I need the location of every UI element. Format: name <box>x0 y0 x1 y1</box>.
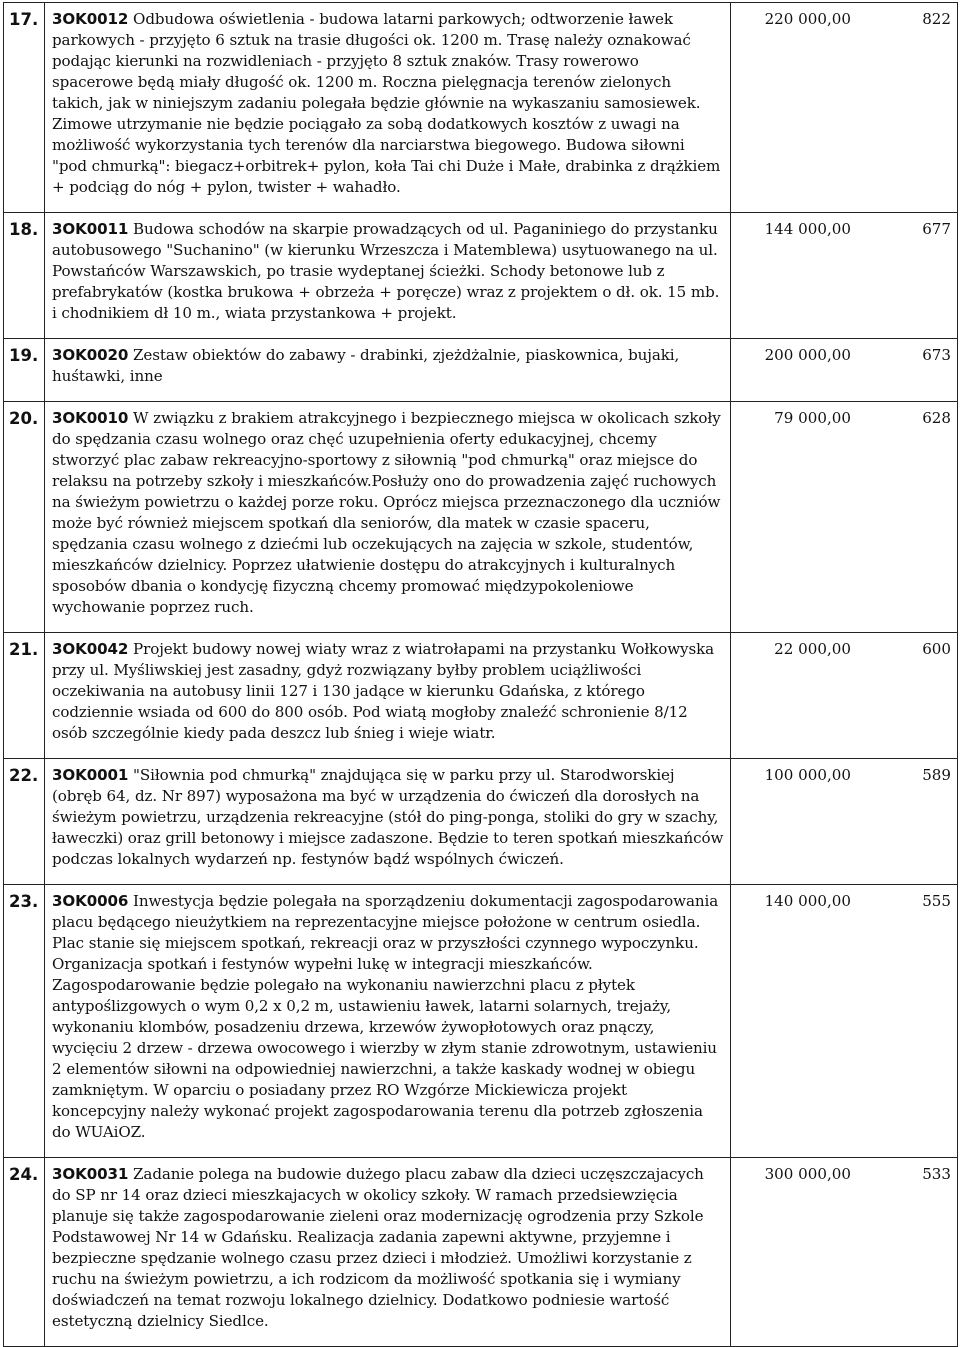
project-code: 3OK0031 <box>52 1165 129 1183</box>
project-points: 628 <box>922 409 951 427</box>
project-cost: 22 000,00 <box>774 640 851 658</box>
cost-cell <box>731 885 958 1158</box>
project-description <box>45 213 731 339</box>
project-points: 600 <box>922 640 951 658</box>
project-text: Budowa schodów na skarpie prowadzących od ul. Paganiniego do przystanku autobusowego "Suchanino" (w kierunku Wrzeszcza i Matemblewa) usytuowanego na ul. Powstańców Warszawskich, po trasie wydeptanej ścieżki. Schody betonowe lub z prefabrykatów (kostka brukowa + obrzeża + poręcze) wraz z projektem o dł. ok. 15 mb. i chodnikiem dł 10 m., wiata przystankowa + projekt. <box>52 220 720 322</box>
project-points: 673 <box>922 346 951 364</box>
table-row <box>4 759 958 885</box>
table-row <box>4 633 958 759</box>
project-description <box>45 1158 731 1347</box>
table-row <box>4 339 958 402</box>
cost-cell <box>731 759 958 885</box>
project-cost: 144 000,00 <box>764 220 851 238</box>
project-points: 677 <box>922 220 951 238</box>
row-number: 21. <box>4 633 45 759</box>
project-cost: 100 000,00 <box>764 766 851 784</box>
project-description <box>45 402 731 633</box>
project-description <box>45 633 731 759</box>
project-cost: 300 000,00 <box>764 1165 851 1183</box>
project-points: 822 <box>922 10 951 28</box>
row-number: 18. <box>4 213 45 339</box>
table-row <box>4 213 958 339</box>
project-cost: 79 000,00 <box>774 409 851 427</box>
cost-cell <box>731 339 958 402</box>
row-number: 24. <box>4 1158 45 1347</box>
project-cost: 140 000,00 <box>764 892 851 910</box>
project-text: Inwestycja będzie polegała na sporządzeniu dokumentacji zagospodarowania placu będącego nieużytkiem na reprezentacyjne miejsce położone w centrum osiedla. Plac stanie się miejscem spotkań, rekreacji oraz w przyszłości czynnego wypoczynku. Organizacja spotkań i festynów wypełni lukę w integracji mieszkańców. Zagospodarowanie będzie polegało na wykonaniu nawierzchni placu z płytek antypoślizgowych o wym 0,2 x 0,2 m, ustawieniu ławek, latarni solarnych, trejaży, wykonaniu klombów, posadzeniu drzewa, krzewów żywopłotowych oraz pnączy, wycięciu 2 drzew - drzewa owocowego i wierzby w złym stanie zdrowotnym, ustawieniu 2 elementów siłowni na odpowiedniej nawierzchni, a także kaskady wodnej w obiegu zamkniętym. W oparciu o posiadany przez RO Wzgórze Mickiewicza projekt koncepcyjny należy wykonać projekt zagospodarowania terenu dla potrzeb zgłoszenia do WUAiOZ. <box>52 892 719 1141</box>
table-row <box>4 1158 958 1347</box>
project-text: Zestaw obiektów do zabawy - drabinki, zjeżdżalnie, piaskownica, bujaki, huśtawki, inne <box>52 346 680 385</box>
table-row <box>4 885 958 1158</box>
project-code: 3OK0001 <box>52 766 129 784</box>
table-row <box>4 3 958 213</box>
project-points: 555 <box>922 892 951 910</box>
cost-cell <box>731 3 958 213</box>
project-text: W związku z brakiem atrakcyjnego i bezpiecznego miejsca w okolicach szkoły do spędzania czasu wolnego oraz chęć uzupełnienia oferty edukacyjnej, chcemy stworzyć plac zabaw rekreacyjno-sportowy z siłownią "pod chmurką" oraz miejsce do relaksu na potrzeby szkoły i mieszkańców.Posłuży ono do prowadzenia zajęć ruchowych na świeżym powietrzu o każdej porze roku. Oprócz miejsca przeznaczonego dla uczniów może być również miejscem spotkań dla seniorów, dla matek w czasie spaceru, spędzania czasu wolnego z dziećmi lub oczekujących na zajęcia w szkole, studentów, mieszkańców dzielnicy. Poprzez ułatwienie dostępu do atrakcyjnych i kulturalnych sposobów dbania o kondycję fizyczną chcemy promować międzypokoleniowe wychowanie poprzez ruch. <box>52 409 721 616</box>
cost-cell <box>731 402 958 633</box>
row-number: 23. <box>4 885 45 1158</box>
project-code: 3OK0006 <box>52 892 129 910</box>
project-code: 3OK0042 <box>52 640 129 658</box>
row-number: 19. <box>4 339 45 402</box>
project-description <box>45 3 731 213</box>
project-points: 533 <box>922 1165 951 1183</box>
project-text: Odbudowa oświetlenia - budowa latarni parkowych; odtworzenie ławek parkowych - przyjęto 6 sztuk na trasie długości ok. 1200 m. Trasę należy oznakować podając kierunki na rozwidleniach - przyjęto 8 sztuk znaków. Trasy rowerowo spacerowe będą miały długość ok. 1200 m. Roczna pielęgnacja terenów zielonych takich, jak w niniejszym zadaniu polegała będzie głównie na wykaszaniu samosiewek. Zimowe utrzymanie nie będzie pociągało za sobą dodatkowych kosztów z uwagi na możliwość wykorzystania tych terenów dla narciarstwa biegowego. Budowa siłowni "pod chmurką": biegacz+orbitrek+ pylon, koła Tai chi Duże i Małe, drabinka z drążkiem + podciąg do nóg + pylon, twister + wahadło. <box>52 10 721 196</box>
cost-cell <box>731 1158 958 1347</box>
project-cost: 220 000,00 <box>764 10 851 28</box>
project-description <box>45 759 731 885</box>
project-code: 3OK0010 <box>52 409 129 427</box>
cost-cell <box>731 633 958 759</box>
project-code: 3OK0020 <box>52 346 129 364</box>
table-row <box>4 402 958 633</box>
cost-cell <box>731 213 958 339</box>
row-number: 20. <box>4 402 45 633</box>
project-points: 589 <box>922 766 951 784</box>
row-number: 17. <box>4 3 45 213</box>
project-code: 3OK0012 <box>52 10 129 28</box>
project-text: "Siłownia pod chmurką" znajdująca się w parku przy ul. Starodworskiej (obręb 64, dz. Nr 897) wyposażona ma być w urządzenia do ćwiczeń dla dorosłych na świeżym powietrzu, urządzenia rekreacyjne (stół do ping-ponga, stoliki do gry w szachy, ławeczki) oraz grill betonowy i miejsce zadaszone. Będzie to teren spotkań mieszkańców podczas lokalnych wydarzeń np. festynów bądź wspólnych ćwiczeń. <box>52 766 724 868</box>
project-description <box>45 339 731 402</box>
project-description <box>45 885 731 1158</box>
projects-table <box>3 2 958 1347</box>
project-code: 3OK0011 <box>52 220 129 238</box>
project-text: Zadanie polega na budowie dużego placu zabaw dla dzieci uczęszczajacych do SP nr 14 oraz dzieci mieszkajacych w okolicy szkoły. W ramach przedsiewzięcia planuje się także zagospodarowanie zieleni oraz modernizację ogrodzenia przy Szkole Podstawowej Nr 14 w Gdańsku. Realizacja zadania zapewni aktywne, przyjemne i bezpieczne spędzanie wolnego czasu przez dzieci i młodzież. Umożliwi korzystanie z ruchu na świeżym powietrzu, a ich rodzicom da możliwość spotkania się i wymiany doświadczeń na temat rozwoju lokalnego dzielnicy. Dodatkowo podniesie wartość estetyczną dzielnicy Siedlce. <box>52 1165 704 1330</box>
project-cost: 200 000,00 <box>764 346 851 364</box>
row-number: 22. <box>4 759 45 885</box>
project-text: Projekt budowy nowej wiaty wraz z wiatrołapami na przystanku Wołkowyska przy ul. Myśliwskiej jest zasadny, gdyż rozwiązany byłby problem uciążliwości oczekiwania na autobusy linii 127 i 130 jadące w kierunku Gdańska, z którego codziennie wsiada od 600 do 800 osób. Pod wiatą mogłoby znaleźć schronienie 8/12 osób szczególnie kiedy pada deszcz lub śnieg i wieje wiatr. <box>52 640 715 742</box>
